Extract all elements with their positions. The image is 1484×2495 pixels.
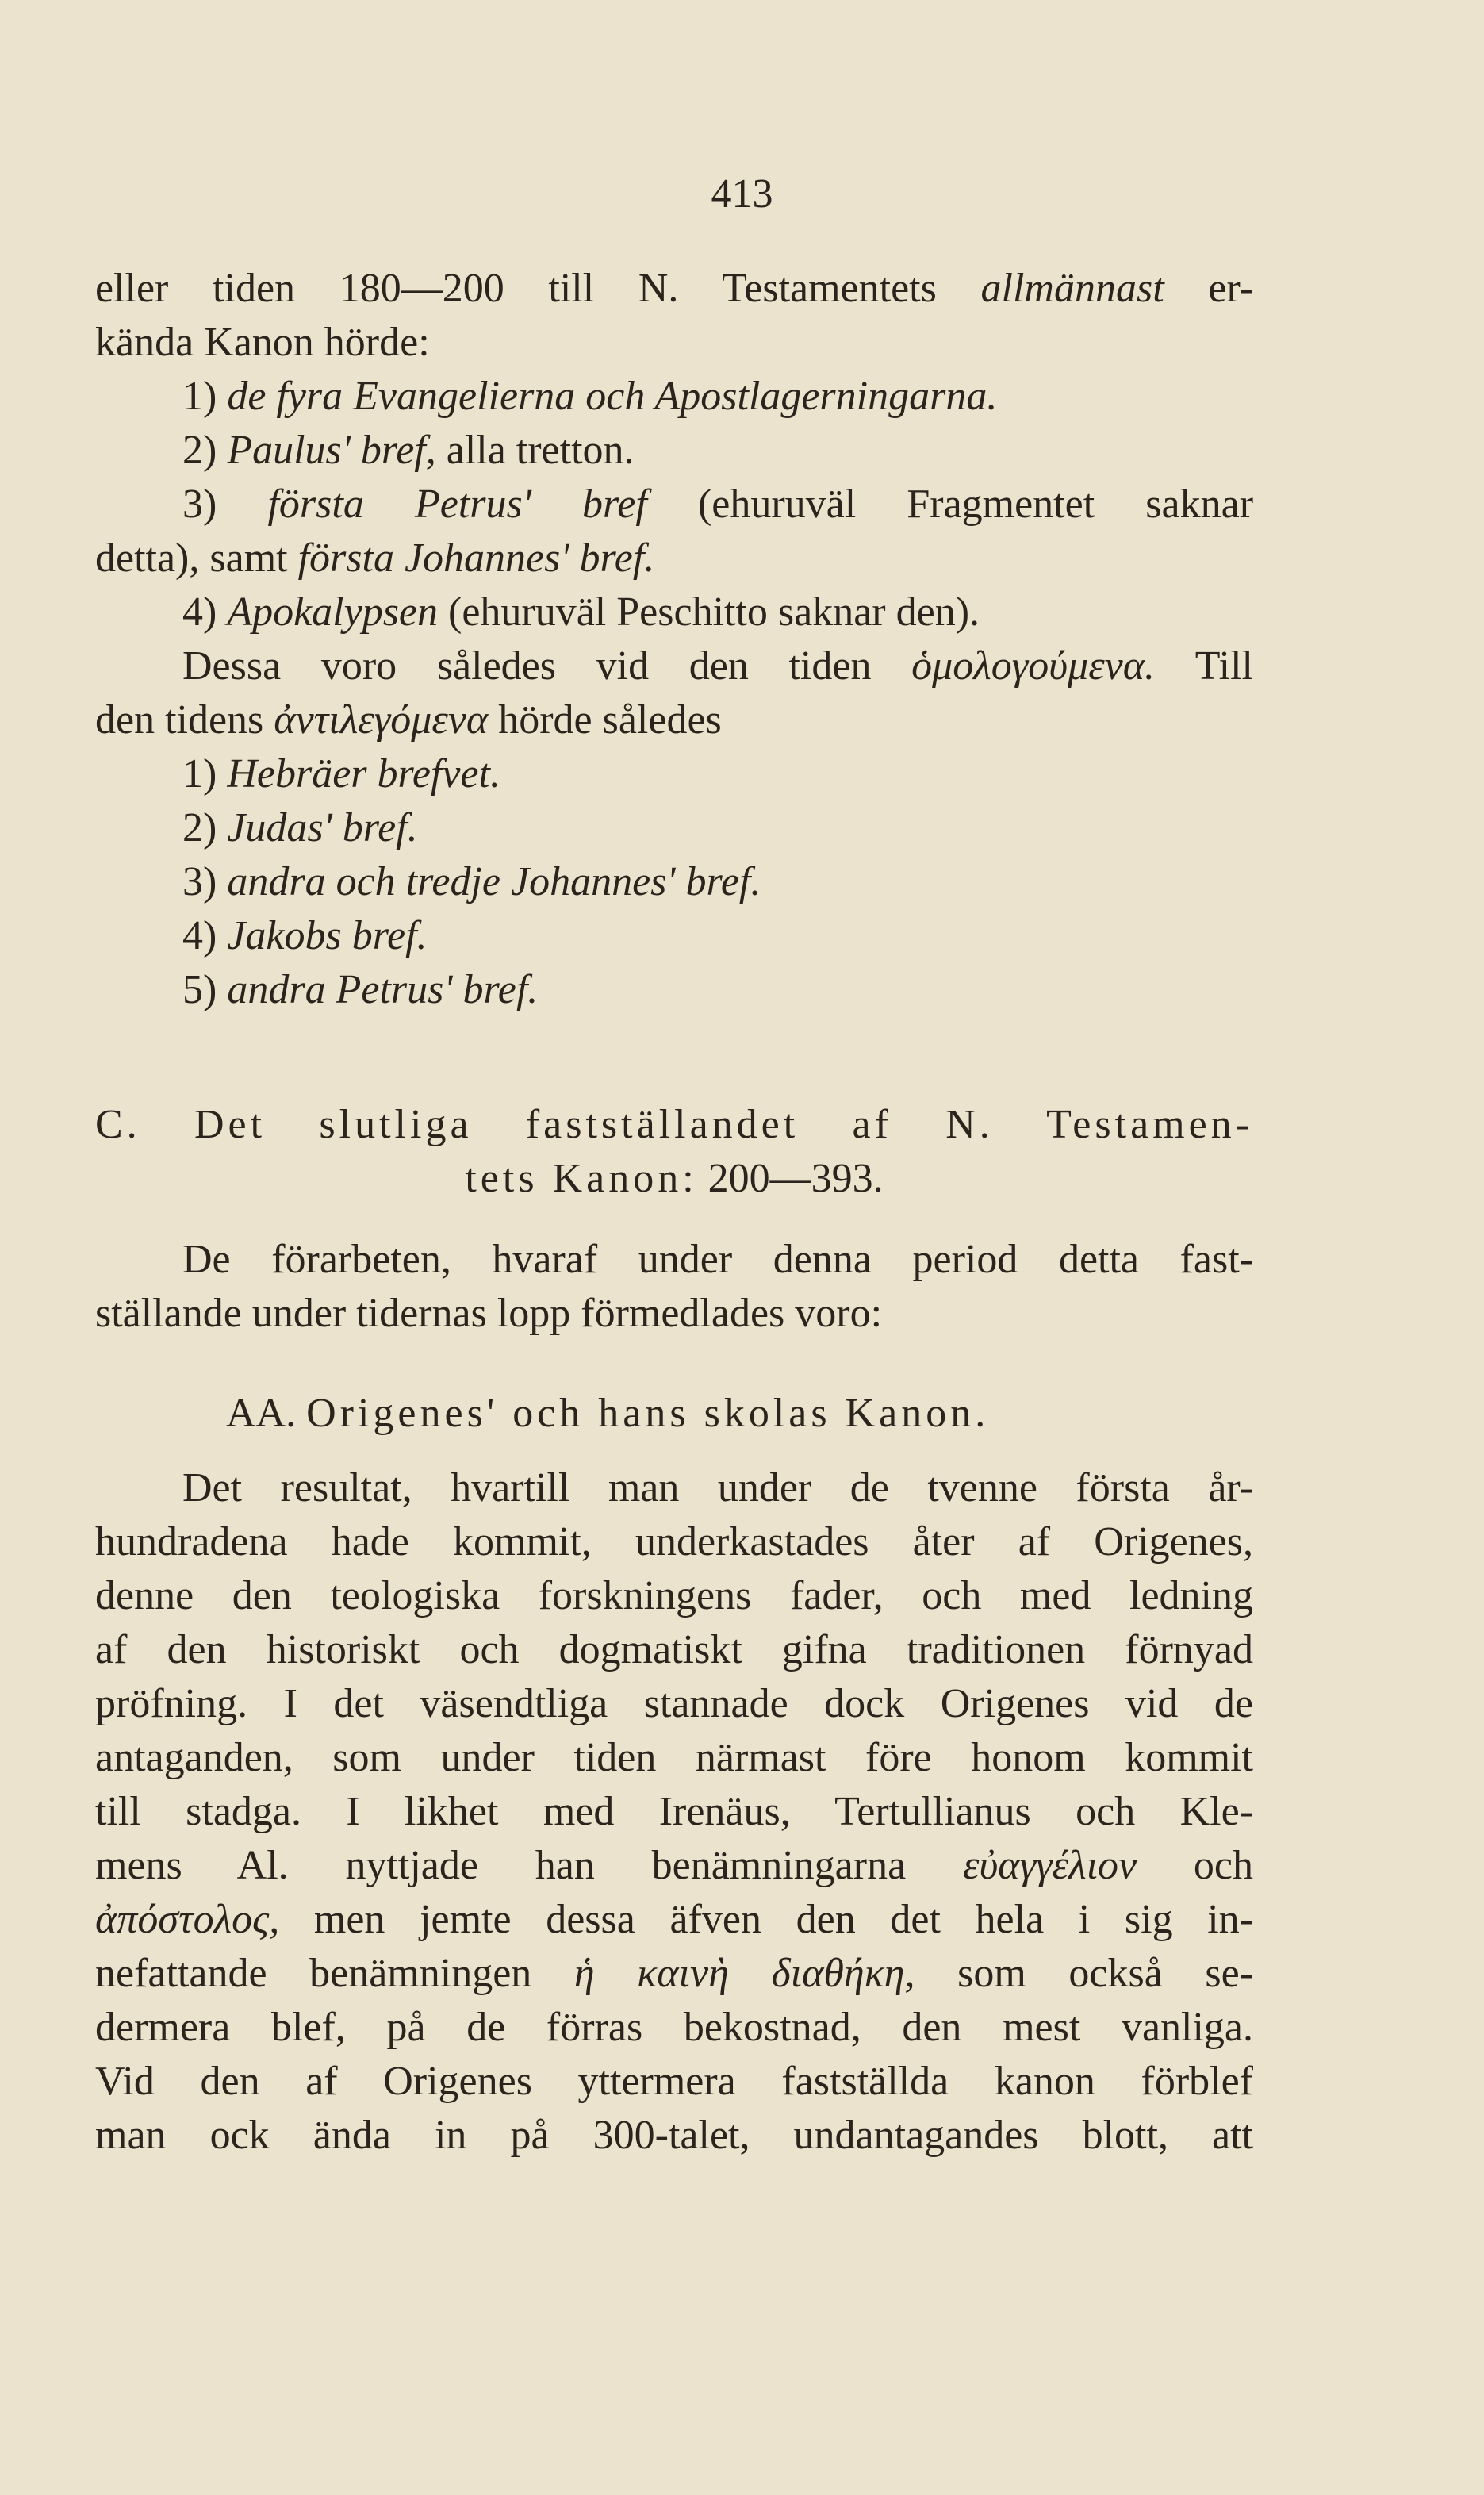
text-span: er-: [1208, 266, 1254, 311]
list-number: 2): [182, 805, 217, 850]
text-line: [95, 532, 654, 585]
list-item: [182, 909, 428, 963]
text-span: men jemte dessa äfven den det hela i sig in-: [313, 1897, 1254, 1942]
list-item: [182, 747, 500, 801]
page-number: 413: [711, 171, 773, 217]
text-line: [95, 262, 1253, 316]
text-line: [95, 1893, 1253, 1947]
text-line: [182, 639, 1253, 693]
text-line: dermera blef, på de förras bekostnad, den mest vanliga.: [95, 2005, 1253, 2050]
italic-span: första Johannes' bref.: [297, 535, 655, 581]
list-number: 3): [182, 859, 217, 904]
text-line: [95, 1947, 1253, 2001]
list-item: [182, 801, 418, 855]
list-item: [182, 963, 538, 1017]
text-span: nefattande benämningen: [95, 1951, 532, 1996]
italic-span: Paulus' bref,: [227, 428, 436, 473]
text-line: man ock ända in på 300-talet, undantagandes blott, att: [95, 2113, 1253, 2158]
section-heading: C. Det slutliga fastställandet af N. Testamen-: [95, 1102, 1253, 1147]
text-span: mens Al. nyttjade han benämningarna: [95, 1843, 907, 1888]
text-line: af den historiskt och dogmatiskt gifna traditionen förnyad: [95, 1627, 1253, 1672]
text-span: (ehuruväl Peschitto saknar den).: [448, 589, 980, 635]
list-item: [182, 855, 761, 909]
text-line: antaganden, som under tiden närmast före honom kommit: [95, 1735, 1253, 1780]
text-line: [95, 1839, 1253, 1893]
text-line: kända Kanon hörde:: [95, 320, 430, 365]
text-span: Dessa voro således vid den tiden: [182, 643, 872, 689]
text-span: eller tiden 180—200 till N. Testamentets: [95, 266, 937, 311]
text-span: som också se-: [957, 1951, 1254, 1996]
list-number: 1): [182, 751, 217, 796]
list-item: [182, 585, 980, 639]
list-number: 1): [182, 374, 217, 419]
list-item: [182, 478, 1253, 532]
text-span: Till: [1194, 643, 1253, 689]
text-span: (ehuruväl Fragmentet saknar: [697, 482, 1254, 527]
section-heading: [95, 1152, 1253, 1206]
text-span: detta), samt: [95, 535, 288, 581]
italic-span: Judas' bref.: [227, 805, 418, 850]
text-line: ställande under tidernas lopp förmedlades voro:: [95, 1291, 883, 1336]
italic-span: allmännast: [980, 266, 1164, 311]
italic-span: Apokalypsen: [227, 589, 439, 635]
list-number: 5): [182, 967, 217, 1012]
spaced-span: tets Kanon:: [465, 1156, 698, 1201]
text-line: Det resultat, hvartill man under de tvenne första år-: [182, 1465, 1253, 1510]
subsection-heading: [226, 1387, 989, 1441]
greek-span: ἀπόστολος,: [95, 1897, 280, 1942]
list-number: 4): [182, 913, 217, 958]
list-number: 3): [182, 482, 217, 527]
text-span: den tidens: [95, 697, 264, 743]
text-line: [95, 693, 722, 747]
list-number: 2): [182, 428, 217, 473]
text-span: AA.: [226, 1391, 297, 1436]
italic-span: Hebräer brefvet.: [227, 751, 500, 796]
text-span: hörde således: [498, 697, 722, 743]
text-line: Vid den af Origenes yttermera fastställda kanon förblef: [95, 2059, 1253, 2104]
italic-span: andra Petrus' bref.: [227, 967, 539, 1012]
italic-span: de fyra Evangelierna och Apostlagerningarna.: [227, 374, 998, 419]
greek-span: εὐαγγέλιον: [962, 1843, 1137, 1888]
text-line: De förarbeten, hvaraf under denna period detta fast-: [182, 1237, 1253, 1282]
text-line: hundradena hade kommit, underkastades åter af Origenes,: [95, 1519, 1253, 1564]
text-span: 200—393.: [707, 1156, 884, 1201]
italic-span: andra och tredje Johannes' bref.: [227, 859, 761, 904]
italic-span: Jakobs bref.: [227, 913, 428, 958]
text-line: till stadga. I likhet med Irenäus, Tertullianus och Kle-: [95, 1789, 1253, 1834]
spaced-span: Origenes' och hans skolas Kanon.: [306, 1391, 990, 1436]
greek-span: ἀντιλεγόμενα: [274, 697, 489, 743]
greek-span: ὁμολογούμενα.: [911, 643, 1156, 689]
text-span: och: [1193, 1843, 1254, 1888]
italic-span: första Petrus' bref: [267, 482, 647, 527]
text-line: denne den teologiska forskningens fader, och med ledning: [95, 1573, 1253, 1618]
text-line: pröfning. I det väsendtliga stannade dock Origenes vid de: [95, 1681, 1253, 1726]
list-item: [182, 370, 997, 424]
greek-span: ἡ καινὴ διαθήκη,: [573, 1951, 915, 1996]
list-number: 4): [182, 589, 217, 635]
text-span: alla tretton.: [446, 428, 635, 473]
list-item: [182, 424, 635, 478]
